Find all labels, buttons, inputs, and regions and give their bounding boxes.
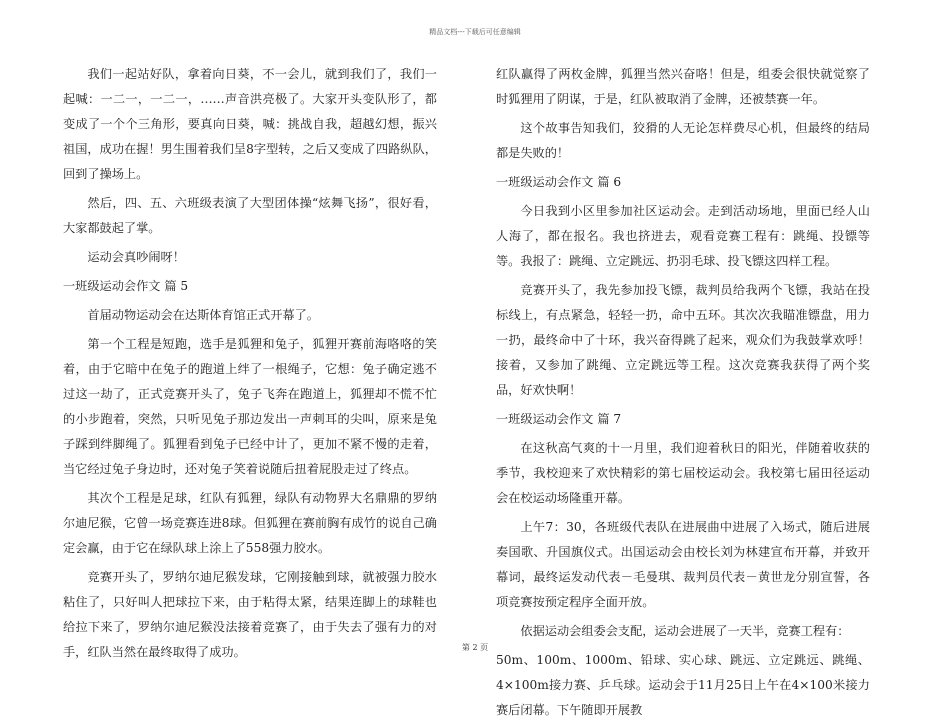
- right-column: [496, 62, 870, 727]
- paragraph: 运动会真吵闹呀！: [87, 250, 185, 264]
- paragraph: 竞赛开头了，罗纳尔迪尼猴发球，它刚接触到球，就被强力胶水粘住了，只好叫人把球拉下来，由于粘得太紧，结果连脚上的球鞋也给拉下来了，罗纳尔迪尼猴没法接着竞赛了，由于失去了强有力的对手，红队当然在最终取得了成功。: [63, 570, 437, 659]
- paragraph: 上午7：30，各班级代表队在进展曲中进展了入场式，随后进展奏国歌、升国旗仪式。出国运动会由校长刘为林建宣布开幕，并致开幕词，最终运发动代表－毛曼琪、裁判员代表－黄世龙分别宣誓，各项竞赛按预定程序全面开放。: [496, 520, 870, 609]
- left-column: [63, 62, 437, 669]
- section-heading: 一班级运动会作文 篇 7: [496, 412, 622, 426]
- paragraph: 然后，四、五、六班级表演了大型团体操“炫舞飞扬”，很好看，大家都鼓起了掌。: [63, 196, 437, 235]
- paragraph: 在这秋高气爽的十一月里，我们迎着秋日的阳光，伴随着收获的季节，我校迎来了欢快精彩的第七届校运动会。我校第七届田径运动会在校运动场隆重开幕。: [496, 441, 870, 505]
- paragraph: 竞赛开头了，我先参加投飞镖，裁判员给我两个飞镖，我站在投标线上，有点紧急，轻轻一扔，命中五环。其次次我瞄准镖盘，用力一扔，最终命中了十环，我兴奋得跳了起来，观众们为我鼓掌欢呼！接着，又参加了跳绳、立定跳远等工程。这次竞赛我获得了两个奖品，好欢快啊！: [496, 283, 870, 397]
- paragraph: 第一个工程是短跑，选手是狐狸和兔子，狐狸开赛前海咯咯的笑着，由于它暗中在兔子的跑道上绊了一根绳子，它想：兔子确定逃不过这一劫了，正式竞赛开头了，兔子飞奔在跑道上，狐狸却不慌不忙的小步跑着，突然，只听见兔子那边发出一声刺耳的尖叫，原来是兔子踩到绊脚绳了。狐狸看到兔子已经中计了，更加不紧不慢的走着，当它经过兔子身边时，还对兔子笑着说随后扭着屁股走过了终点。: [63, 337, 437, 476]
- paragraph: 红队赢得了两枚金牌，狐狸当然兴奋咯！但是，组委会很快就觉察了时狐狸用了阴谋，于是，红队被取消了金牌，还被禁赛一年。: [496, 67, 870, 106]
- paragraph: 我们一起站好队，拿着向日葵，不一会儿，就到我们了，我们一起喊：一二一，一二一，……声音洪亮极了。大家开头变队形了，都变成了一个个三角形，要真向日葵，喊：挑战自我，超越幻想，振兴祖国，成功在握！男生围着我们呈8字型转，之后又变成了四路纵队，回到了操场上。: [63, 67, 437, 181]
- paragraph: 其次个工程是足球，红队有狐狸，绿队有动物界大名鼎鼎的罗纳尔迪尼猴，它曾一场竞赛连进8球。但狐狸在赛前胸有成竹的说自己确定会赢，由于它在绿队球上涂上了558强力胶水。: [63, 491, 437, 555]
- paragraph: 依据运动会组委会支配，运动会进展了一天半，竞赛工程有：: [520, 624, 850, 638]
- paragraph: 今日我到小区里参加社区运动会。走到活动场地，里面已经人山人海了，都在报名。我也挤进去，观看竞赛工程有：跳绳、投镖等等。我报了：跳绳、立定跳远、扔羽毛球、投飞镖这四样工程。: [496, 204, 870, 268]
- paragraph: 首届动物运动会在达斯体育馆正式开幕了。: [87, 308, 319, 322]
- section-heading: 一班级运动会作文 篇 5: [63, 279, 189, 293]
- paragraph: 这个故事告知我们，狡猾的人无论怎样费尽心机，但最终的结局都是失败的！: [496, 121, 870, 160]
- page-number: 第 2 页: [461, 643, 489, 652]
- section-heading: 一班级运动会作文 篇 6: [496, 175, 622, 189]
- paragraph: 50m、100m、1000m、铅球、实心球、跳远、立定跳远、跳绳、4×100m接力赛、乒乓球。运动会于11月25日上午在4×100米接力赛后闭幕。下午随即开展教: [496, 653, 870, 717]
- page-header: 精品文档---下载后可任意编辑: [429, 28, 521, 36]
